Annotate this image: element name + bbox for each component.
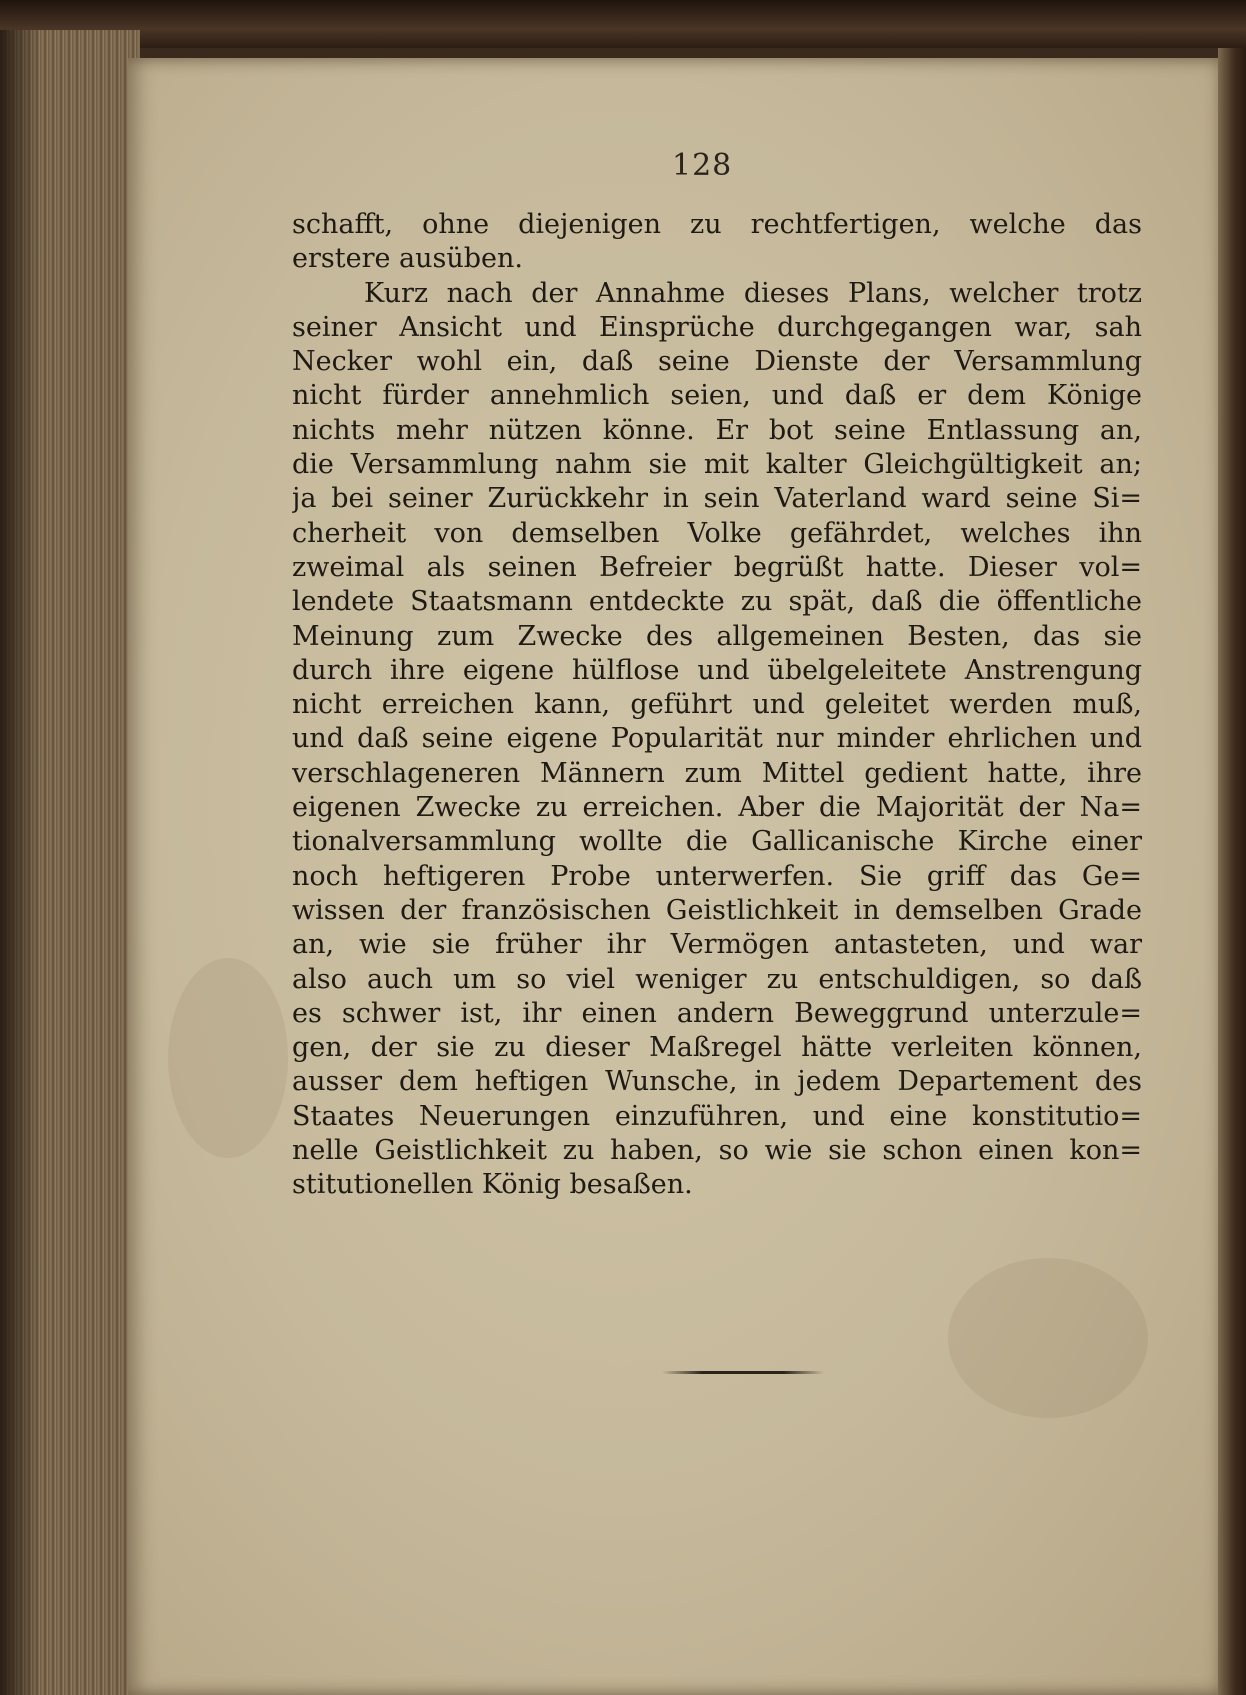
text-line: Necker wohl ein, daß seine Dienste der Versammlung bbox=[292, 346, 1142, 378]
paper-stain bbox=[948, 1258, 1148, 1418]
text-line: an, wie sie früher ihr Vermögen antasteten, und war bbox=[292, 929, 1142, 961]
end-rule bbox=[662, 1371, 824, 1374]
text-line: tionalversammlung wollte die Gallicanische Kirche einer bbox=[292, 826, 1142, 858]
text-line: es schwer ist, ihr einen andern Beweggrund unterzule= bbox=[292, 997, 1142, 1029]
text-line: die Versammlung nahm sie mit kalter Gleichgültigkeit an; bbox=[292, 449, 1142, 481]
text-line: eigenen Zwecke zu erreichen. Aber die Majorität der Na= bbox=[292, 792, 1142, 824]
text-line: Meinung zum Zwecke des allgemeinen Besten, das sie bbox=[292, 620, 1142, 652]
text-line: nichts mehr nützen könne. Er bot seine Entlassung an, bbox=[292, 414, 1142, 446]
text-line: ja bei seiner Zurückkehr in sein Vaterland ward seine Si= bbox=[292, 483, 1142, 515]
text-line: erstere ausüben. bbox=[292, 243, 524, 275]
body-text bbox=[292, 208, 1142, 1203]
text-line: nicht erreichen kann, geführt und geleitet werden muß, bbox=[292, 689, 1142, 721]
page-number: 128 bbox=[672, 148, 733, 183]
text-line: stitutionellen König besaßen. bbox=[292, 1169, 693, 1201]
page-stack-shadow bbox=[0, 30, 40, 1695]
text-line: zweimal als seinen Befreier begrüßt hatte. Dieser vol= bbox=[292, 551, 1142, 583]
text-line: und daß seine eigene Popularität nur minder ehrlichen und bbox=[292, 723, 1142, 755]
text-line: Kurz nach der Annahme dieses Plans, welcher trotz bbox=[364, 277, 1142, 309]
text-line: also auch um so viel weniger zu entschuldigen, so daß bbox=[292, 963, 1142, 995]
text-line: ausser dem heftigen Wunsche, in jedem Departement des bbox=[292, 1066, 1142, 1098]
text-line: verschlageneren Männern zum Mittel gedient hatte, ihre bbox=[292, 757, 1142, 789]
text-line: noch heftigeren Probe unterwerfen. Sie griff das Ge= bbox=[292, 860, 1142, 892]
text-line: seiner Ansicht und Einsprüche durchgegangen war, sah bbox=[292, 311, 1142, 343]
text-line: nicht fürder annehmlich seien, und daß er dem Könige bbox=[292, 380, 1142, 412]
paper-stain bbox=[168, 958, 288, 1158]
book-gutter bbox=[1218, 48, 1246, 1695]
text-line: gen, der sie zu dieser Maßregel hätte verleiten können, bbox=[292, 1032, 1142, 1064]
text-line: nelle Geistlichkeit zu haben, so wie sie schon einen kon= bbox=[292, 1135, 1142, 1167]
book-top-edge bbox=[0, 0, 1246, 48]
text-line: schafft, ohne diejenigen zu rechtfertigen, welche das bbox=[292, 209, 1142, 240]
text-line: durch ihre eigene hülflose und übelgeleitete Anstrengung bbox=[292, 654, 1142, 686]
text-line: Staates Neuerungen einzuführen, und eine konstitutio= bbox=[292, 1100, 1142, 1132]
text-line: lendete Staatsmann entdeckte zu spät, daß die öffentliche bbox=[292, 586, 1142, 618]
text-line: cherheit von demselben Volke gefährdet, welches ihn bbox=[292, 517, 1142, 549]
text-line: wissen der französischen Geistlichkeit in demselben Grade bbox=[292, 894, 1142, 926]
